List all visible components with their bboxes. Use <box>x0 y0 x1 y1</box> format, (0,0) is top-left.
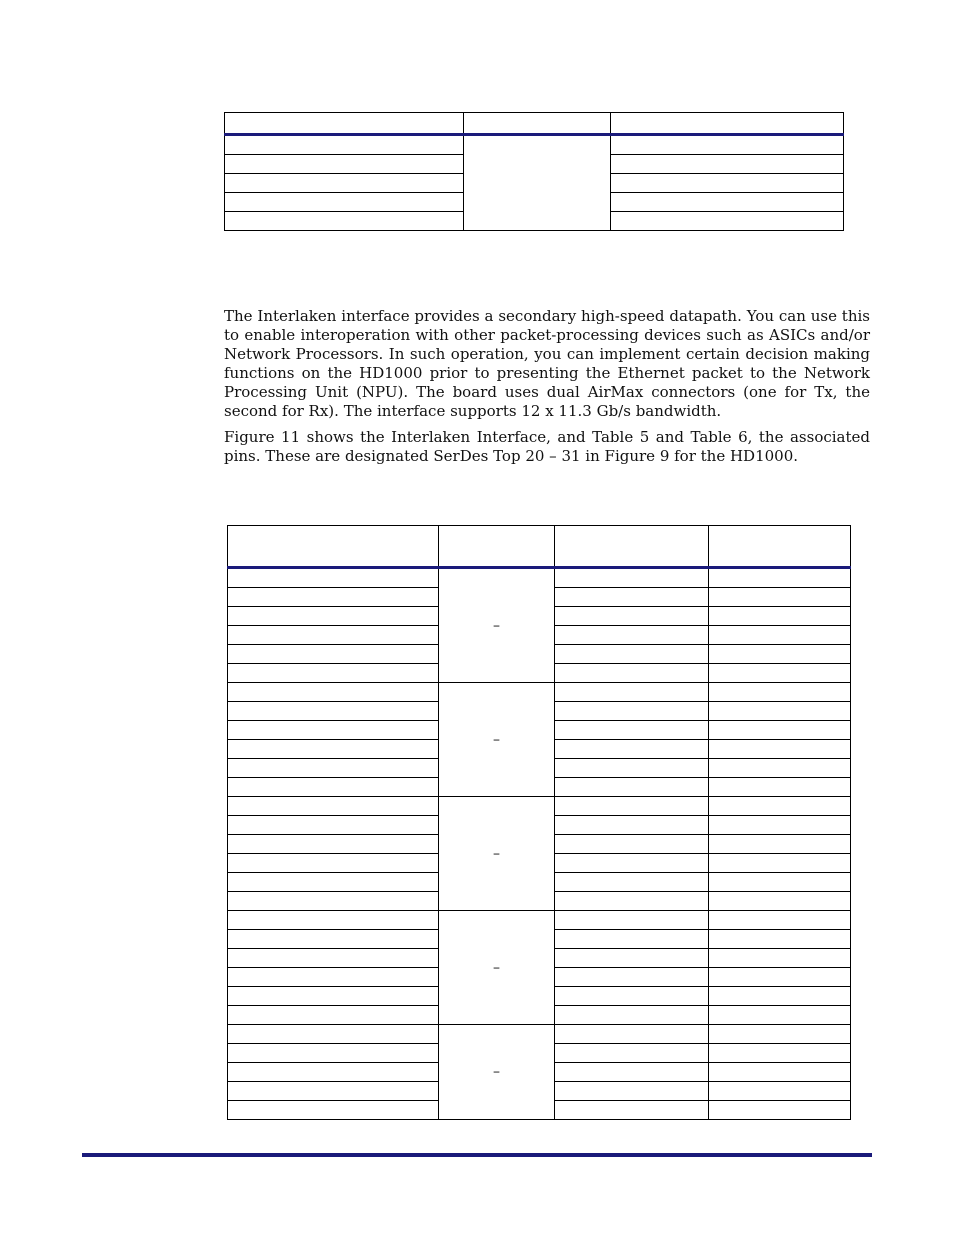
table-cell <box>225 174 464 193</box>
footer-rule <box>82 1153 872 1157</box>
merged-cell <box>464 135 611 231</box>
table-cell <box>228 949 439 968</box>
table-cell <box>555 930 709 949</box>
table-cell <box>555 1025 709 1044</box>
table-cell <box>228 759 439 778</box>
table-cell <box>228 816 439 835</box>
table-cell <box>555 1044 709 1063</box>
table-cell <box>225 135 464 155</box>
table-cell <box>611 193 844 212</box>
table-row <box>228 683 851 702</box>
table-cell <box>709 778 851 797</box>
table-cell <box>555 797 709 816</box>
table-cell <box>228 930 439 949</box>
table-cell <box>228 1063 439 1082</box>
group-marker-cell: – <box>439 911 555 1025</box>
table-cell <box>228 664 439 683</box>
table-header-row <box>228 526 851 568</box>
table-cell <box>709 816 851 835</box>
table-header-row <box>225 113 844 135</box>
table-cell <box>555 702 709 721</box>
table-cell <box>228 987 439 1006</box>
table-cell <box>709 664 851 683</box>
table-row <box>228 568 851 588</box>
table-cell <box>709 759 851 778</box>
upper-pin-table <box>224 112 844 231</box>
table-cell <box>555 568 709 588</box>
table-cell <box>555 968 709 987</box>
table-cell <box>225 193 464 212</box>
table-cell <box>709 987 851 1006</box>
table-cell <box>228 854 439 873</box>
table-cell <box>555 778 709 797</box>
table-cell <box>228 968 439 987</box>
table-cell <box>709 892 851 911</box>
table-cell <box>555 588 709 607</box>
table-cell <box>555 626 709 645</box>
table-cell <box>228 626 439 645</box>
group-marker-cell: – <box>439 797 555 911</box>
table-cell <box>709 1044 851 1063</box>
table-cell <box>555 873 709 892</box>
table-cell <box>228 683 439 702</box>
table-cell <box>709 683 851 702</box>
table-cell <box>555 759 709 778</box>
table-cell <box>228 892 439 911</box>
table-cell <box>555 1082 709 1101</box>
table-cell <box>555 816 709 835</box>
group-marker-cell: – <box>439 568 555 683</box>
table-cell <box>228 778 439 797</box>
table-cell <box>709 607 851 626</box>
table-cell <box>228 702 439 721</box>
table-cell <box>228 740 439 759</box>
figure-reference-paragraph: Figure 11 shows the Interlaken Interface, and Table 5 and Table 6, the associated pins. These are designated SerDes Top 20 – 31 in Figure 9 for the HD1000. <box>224 428 870 465</box>
table-cell <box>228 1006 439 1025</box>
table-cell <box>555 987 709 1006</box>
table-cell <box>709 645 851 664</box>
table-cell <box>555 721 709 740</box>
group-marker-cell: – <box>439 1025 555 1120</box>
table-cell <box>709 740 851 759</box>
header-cell <box>555 526 709 568</box>
table-cell <box>228 645 439 664</box>
table-cell <box>228 568 439 588</box>
table-cell <box>709 968 851 987</box>
interlaken-description-paragraph: The Interlaken interface provides a secondary high-speed datapath. You can use this to enable interoperation with other packet-processing devices such as ASICs and/or Network Processors. In such operation, you can implement certain decision making functions on the HD1000 prior to presenting the Ethernet packet to the Network Processing Unit (NPU). The board uses dual AirMax connectors (one for Tx, the second for Rx). The interface supports 12 x 11.3 Gb/s bandwidth. <box>224 307 870 420</box>
table-cell <box>555 949 709 968</box>
table-cell <box>228 1101 439 1120</box>
table-row <box>225 135 844 155</box>
table-cell <box>611 212 844 231</box>
table-cell <box>225 155 464 174</box>
table-cell <box>555 607 709 626</box>
table-cell <box>228 721 439 740</box>
table-row <box>228 797 851 816</box>
table-cell <box>228 835 439 854</box>
table-cell <box>228 588 439 607</box>
table-cell <box>709 873 851 892</box>
table-cell <box>555 854 709 873</box>
table-cell <box>709 930 851 949</box>
header-cell <box>439 526 555 568</box>
table-cell <box>709 797 851 816</box>
table-cell <box>555 1063 709 1082</box>
table-cell <box>555 664 709 683</box>
table-cell <box>555 1006 709 1025</box>
table-cell <box>611 155 844 174</box>
table-cell <box>709 568 851 588</box>
table-cell <box>709 835 851 854</box>
table-cell <box>228 1025 439 1044</box>
table-cell <box>555 645 709 664</box>
table-cell <box>228 873 439 892</box>
table-cell <box>709 1025 851 1044</box>
table-cell <box>555 683 709 702</box>
header-cell <box>464 113 611 135</box>
interlaken-pin-table <box>227 525 851 1120</box>
table-cell <box>555 1101 709 1120</box>
table-cell <box>611 135 844 155</box>
table-cell <box>709 854 851 873</box>
table-cell <box>228 607 439 626</box>
header-cell <box>228 526 439 568</box>
table-cell <box>225 212 464 231</box>
table-cell <box>228 1044 439 1063</box>
table-cell <box>555 835 709 854</box>
header-cell <box>225 113 464 135</box>
table-cell <box>709 1101 851 1120</box>
table-cell <box>555 740 709 759</box>
table-cell <box>709 588 851 607</box>
table-cell <box>709 1063 851 1082</box>
table-cell <box>228 1082 439 1101</box>
table-cell <box>228 911 439 930</box>
header-cell <box>709 526 851 568</box>
table-cell <box>709 702 851 721</box>
table-cell <box>709 949 851 968</box>
table-cell <box>709 626 851 645</box>
group-marker-cell: – <box>439 683 555 797</box>
table-row <box>228 911 851 930</box>
table-cell <box>709 1006 851 1025</box>
table-cell <box>555 911 709 930</box>
table-cell <box>709 1082 851 1101</box>
header-cell <box>611 113 844 135</box>
table-cell <box>611 174 844 193</box>
table-row <box>228 1025 851 1044</box>
table-cell <box>555 892 709 911</box>
table-cell <box>709 911 851 930</box>
table-cell <box>709 721 851 740</box>
table-cell <box>228 797 439 816</box>
